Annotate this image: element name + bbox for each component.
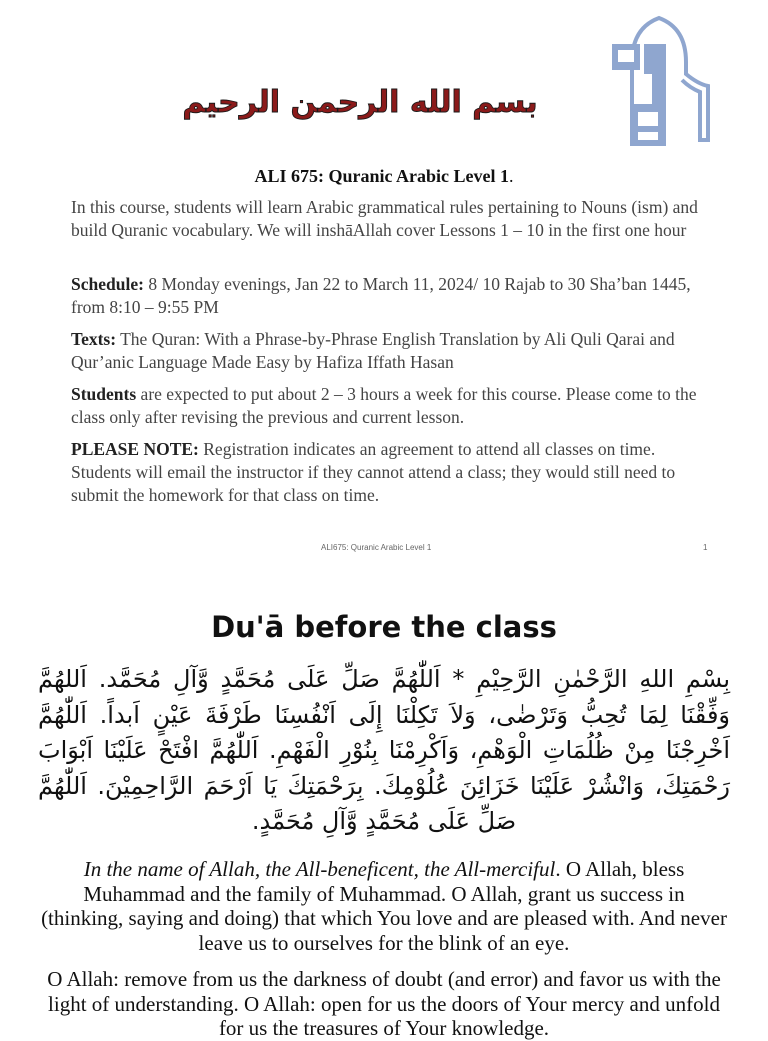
students-label: Students xyxy=(71,384,137,404)
texts-paragraph xyxy=(71,328,711,374)
course-intro: In this course, students will learn Arabic grammatical rules pertaining to Nouns (ism) and build Quranic vocabulary. We will inshāAllah cover Lessons 1 – 10 in the first one hour xyxy=(71,197,698,240)
course-title: ALI 675: Quranic Arabic Level 1. xyxy=(254,166,514,186)
note-paragraph xyxy=(71,438,711,507)
bismillah-calligraphy xyxy=(182,62,538,138)
students-text: are expected to put about 2 – 3 hours a week for this course. Please come to the class only after revising the previous and current lesson. xyxy=(71,384,697,427)
dua-title: Du'ā before the class xyxy=(211,610,557,644)
texts-text: The Quran: With a Phrase-by-Phrase English Translation by Ali Quli Qarai and Qur’anic Language Made Easy by Hafiza Iffath Hasan xyxy=(71,329,675,372)
students-paragraph xyxy=(71,383,711,429)
bismillah-calligraphy-text: بسم الله الرحمن الرحيم xyxy=(182,85,538,120)
schedule-label: Schedule: xyxy=(71,274,144,294)
schedule-paragraph xyxy=(71,273,711,319)
dua-translation-1 xyxy=(40,857,728,955)
dua-arabic-text: بِسْمِ اللهِ الرَّحْمٰنِ الرَّحِيْمِ * اَللّٰهُمَّ صَلِّ عَلَى مُحَمَّدٍ وَّآلِ مُحَمَّد. اَللهُمَّ وَفِّقْنَا لِمَا تُحِبُّ وَتَرْضٰى، وَلاَ تَكِلْنَا إِلَى اَنْفُسِنَا طَرْفَةَ عَيْنٍ اَبداً. اَللّٰهُمَّ اَخْرِجْنَا مِنْ ظُلُمَاتِ الْوَهْمِ، وَاَكْرِمْنَا بِنُوْرِ الْفَهْمِ. اَللّٰهُمَّ افْتَحْ عَلَيْنَا اَبْوَابَ رَحْمَتِكَ، وَانْشُرْ عَلَيْنَا خَزَائِنَ عُلُوْمِكَ. بِرَحْمَتِكَ يَا اَرْحَمَ الرَّاحِمِيْنَ. اَللّٰهُمَّ صَلِّ عَلَى مُحَمَّدٍ وَّآلِ مُحَمَّدٍ. xyxy=(38,665,730,835)
schedule-text: 8 Monday evenings, Jan 22 to March 11, 2024/ 10 Rajab to 30 Sha’ban 1445, from 8:10 – 9:55 PM xyxy=(71,274,691,317)
dua-translation-1-text: . O Allah, bless Muhammad and the family of Muhammad. O Allah, grant us success in (thinking, saying and doing) that which You love and are pleased with. And never leave us to ourselves for the blink of an eye. xyxy=(41,857,727,955)
page-2 xyxy=(0,580,768,1040)
note-label: PLEASE NOTE: xyxy=(71,439,199,459)
institute-logo xyxy=(604,14,714,154)
note-text: Registration indicates an agreement to attend all classes on time. Students will email the instructor if they cannot attend a class; they would still need to submit the homework for that class on time. xyxy=(71,439,676,505)
texts-label: Texts: xyxy=(71,329,117,349)
dua-translation-1-italic: In the name of Allah, the All-beneficent, the All-merciful xyxy=(83,857,556,881)
footer-page-number: 1 xyxy=(703,543,708,552)
footer-title: ALI675: Quranic Arabic Level 1 xyxy=(321,543,432,552)
dua-translation-2: O Allah: remove from us the darkness of doubt (and error) and favor us with the light of understanding. O Allah: open for us the doors of Your mercy and unfold for us the treasures of Your knowledge. xyxy=(47,967,721,1040)
